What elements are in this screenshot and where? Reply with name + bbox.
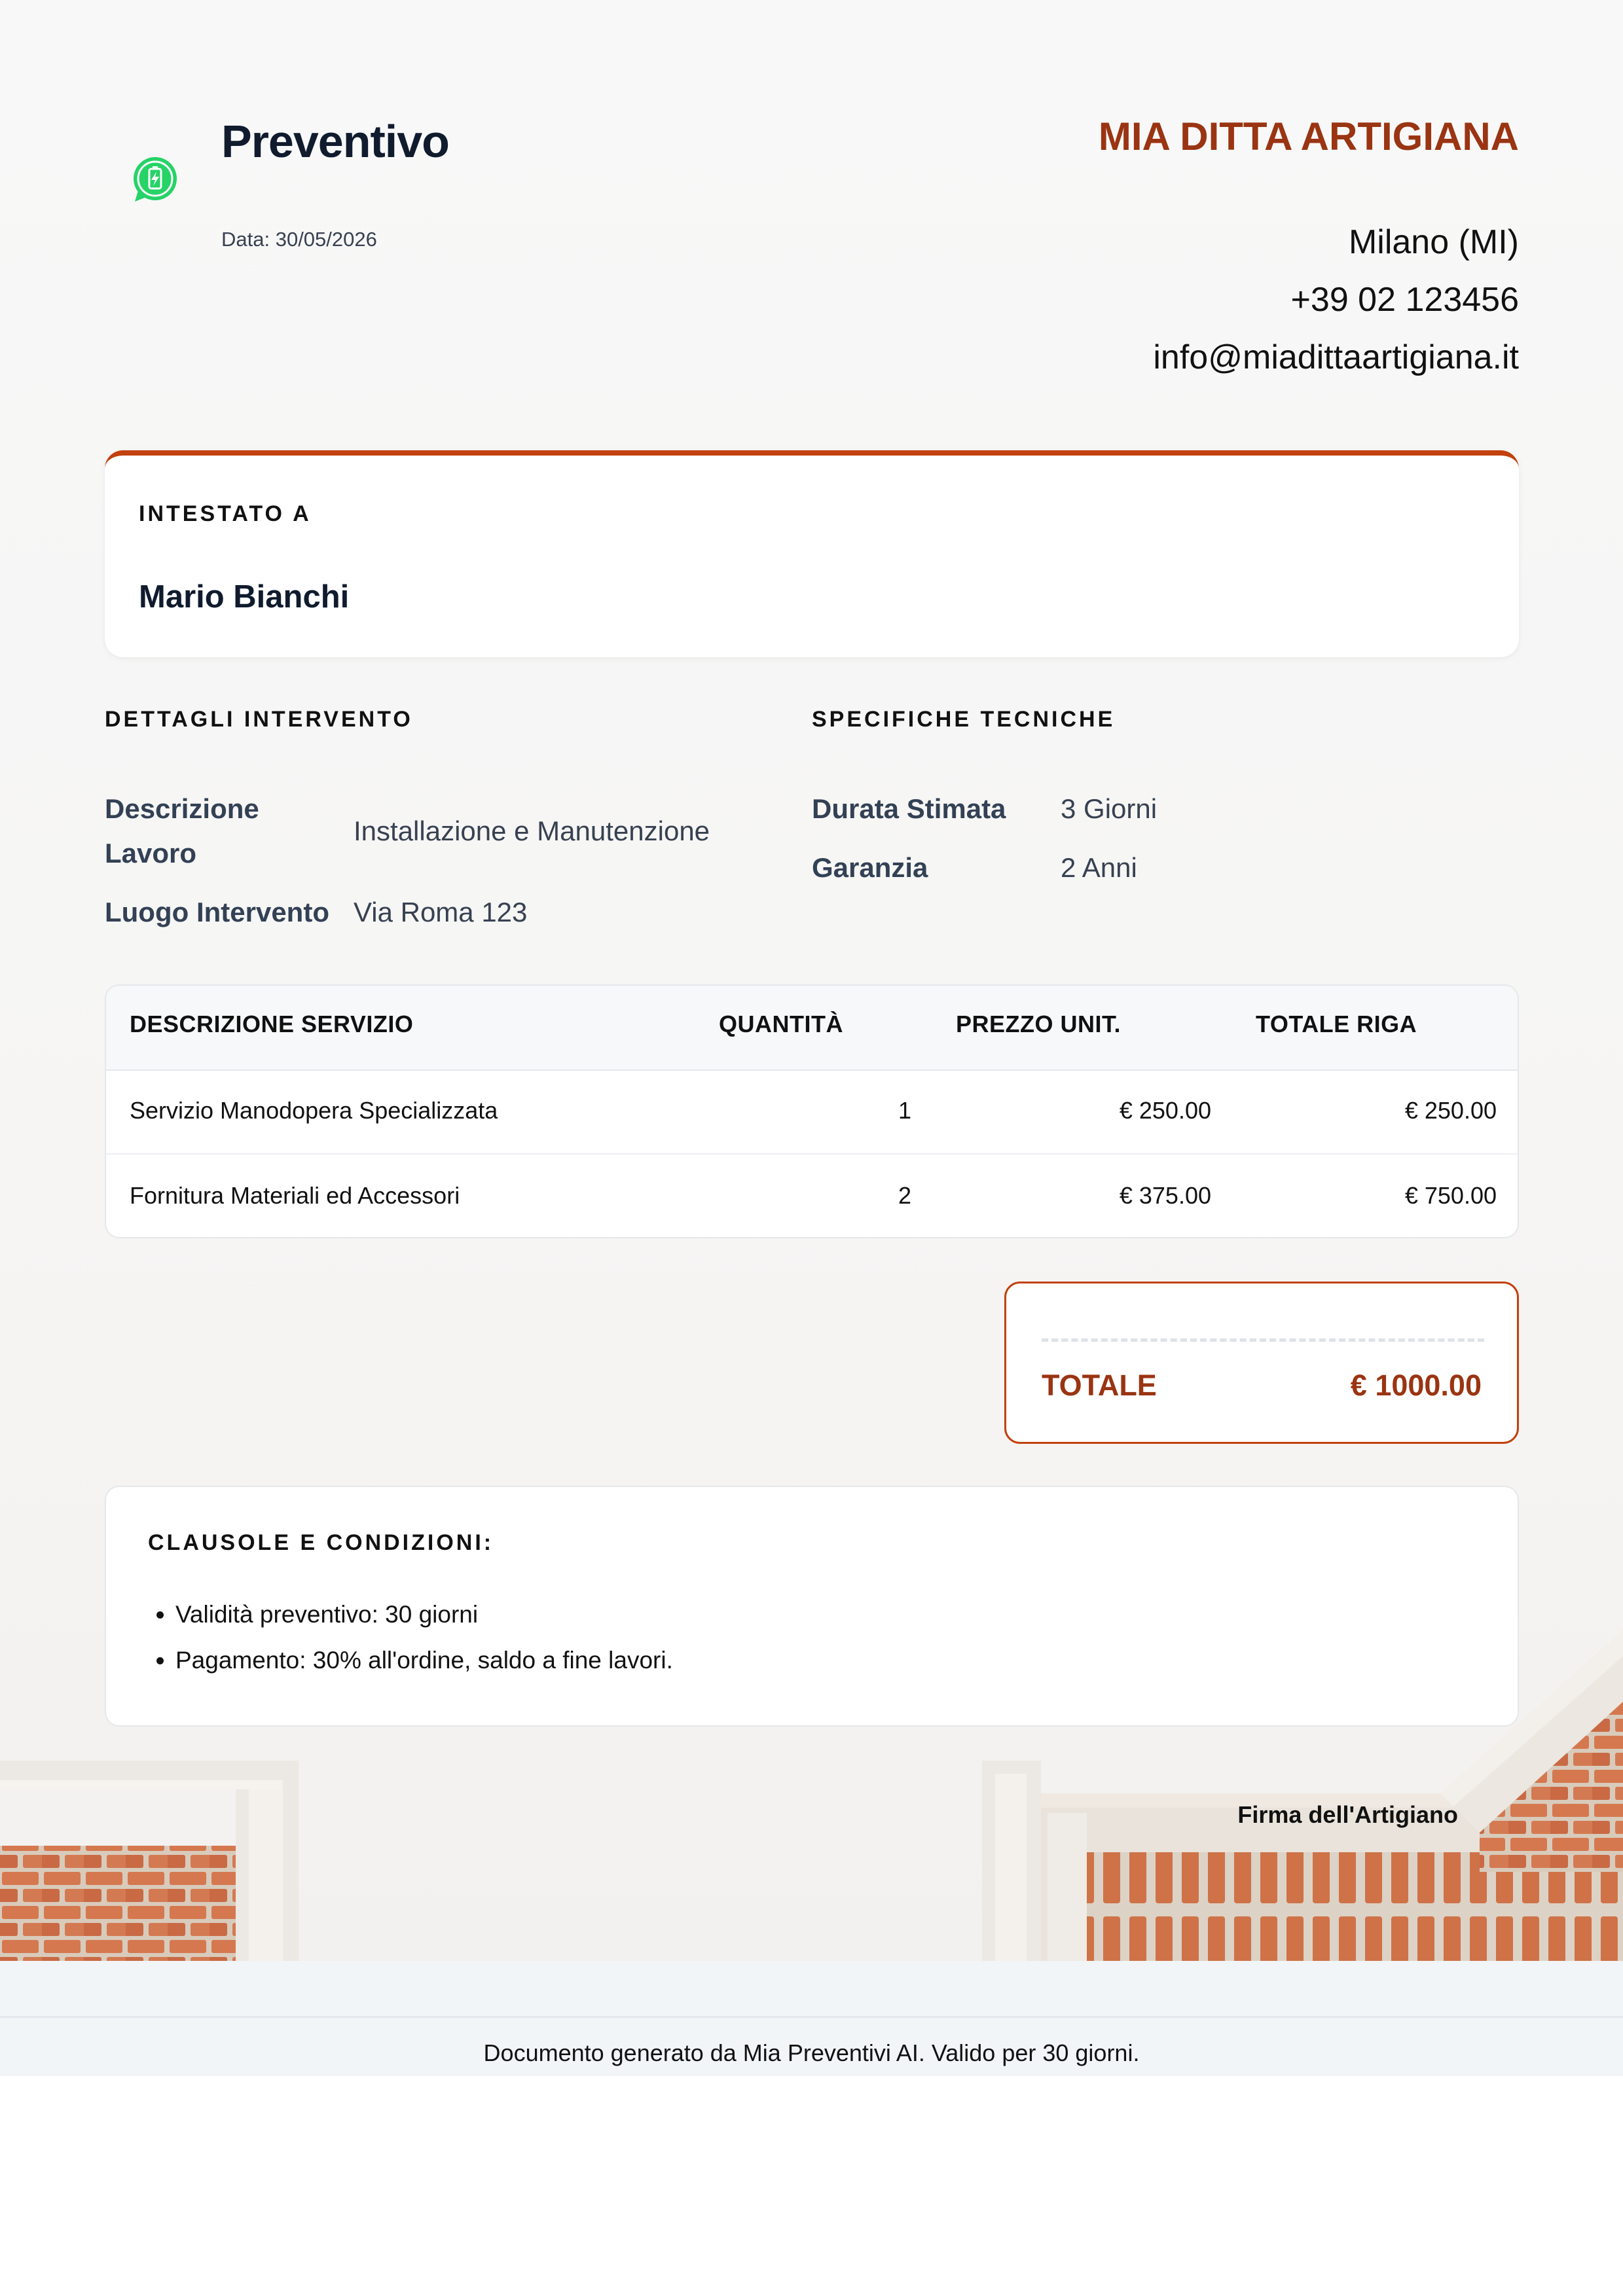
row-unit-price: € 375.00 (1119, 1182, 1211, 1209)
terms-item-payment: • Pagamento: 30% all'ordine, saldo a fine lavori. (175, 1638, 673, 1683)
signature-label: Firma dell'Artigiano (1237, 1801, 1458, 1828)
company-name: MIA DITTA ARTIGIANA (1098, 115, 1519, 158)
row-line-total: € 250.00 (1404, 1097, 1497, 1124)
duration-key: Durata Stimata (812, 793, 1006, 824)
table-row (106, 1069, 1518, 1153)
total-divider (1042, 1338, 1484, 1342)
row-quantity: 1 (898, 1097, 911, 1124)
specs-section-title: SPECIFICHE TECNICHE (812, 707, 1116, 732)
duration-value: 3 Giorni (1061, 793, 1158, 824)
header-line-total: TOTALE RIGA (1256, 1011, 1417, 1037)
terms-card (105, 1486, 1519, 1727)
total-label: TOTALE (1042, 1369, 1157, 1402)
billed-to-card (105, 450, 1519, 657)
header-quantity: QUANTITÀ (719, 1011, 843, 1037)
description-value: Installazione e Manutenzione (354, 816, 710, 846)
company-city: Milano (MI) (1348, 223, 1519, 261)
items-table (105, 984, 1519, 1238)
table-row (106, 1153, 1518, 1238)
document-date: Data: 30/05/2026 (221, 228, 377, 251)
warranty-key: Garanzia (812, 852, 928, 883)
header-unit-price: PREZZO UNIT. (956, 1011, 1122, 1037)
footer-divider (0, 2016, 1623, 2018)
total-box (1004, 1282, 1519, 1444)
company-contacts (1153, 213, 1519, 386)
terms-title: CLAUSOLE E CONDIZIONI: (148, 1530, 494, 1555)
row-description: Fornitura Materiali ed Accessori (130, 1182, 460, 1209)
description-key: Descrizione Lavoro (105, 793, 259, 869)
row-line-total: € 750.00 (1404, 1182, 1497, 1209)
whatsapp-battery-icon (128, 154, 179, 206)
location-key: Luogo Intervento (105, 897, 329, 927)
row-description: Servizio Manodopera Specializzata (130, 1097, 498, 1124)
warranty-value: 2 Anni (1061, 852, 1137, 883)
company-phone: +39 02 123456 (1290, 281, 1519, 319)
total-value: € 1000.00 (1350, 1369, 1482, 1402)
details-section-title: DETTAGLI INTERVENTO (105, 707, 413, 732)
billed-to-label: INTESTATO A (139, 501, 312, 526)
header-description: DESCRIZIONE SERVIZIO (130, 1011, 414, 1037)
terms-list (148, 1592, 673, 1683)
terms-item-validity: • Validità preventivo: 30 giorni (175, 1592, 673, 1638)
row-quantity: 2 (898, 1182, 911, 1209)
location-value: Via Roma 123 (354, 897, 528, 927)
document-title: Preventivo (221, 116, 449, 167)
client-name: Mario Bianchi (139, 579, 350, 615)
company-email: info@miadittaartigiana.it (1153, 338, 1519, 376)
row-unit-price: € 250.00 (1119, 1097, 1211, 1124)
table-header (106, 986, 1518, 1071)
footer-text: Documento generato da Mia Preventivi AI. Valido per 30 giorni. (483, 2039, 1140, 2066)
